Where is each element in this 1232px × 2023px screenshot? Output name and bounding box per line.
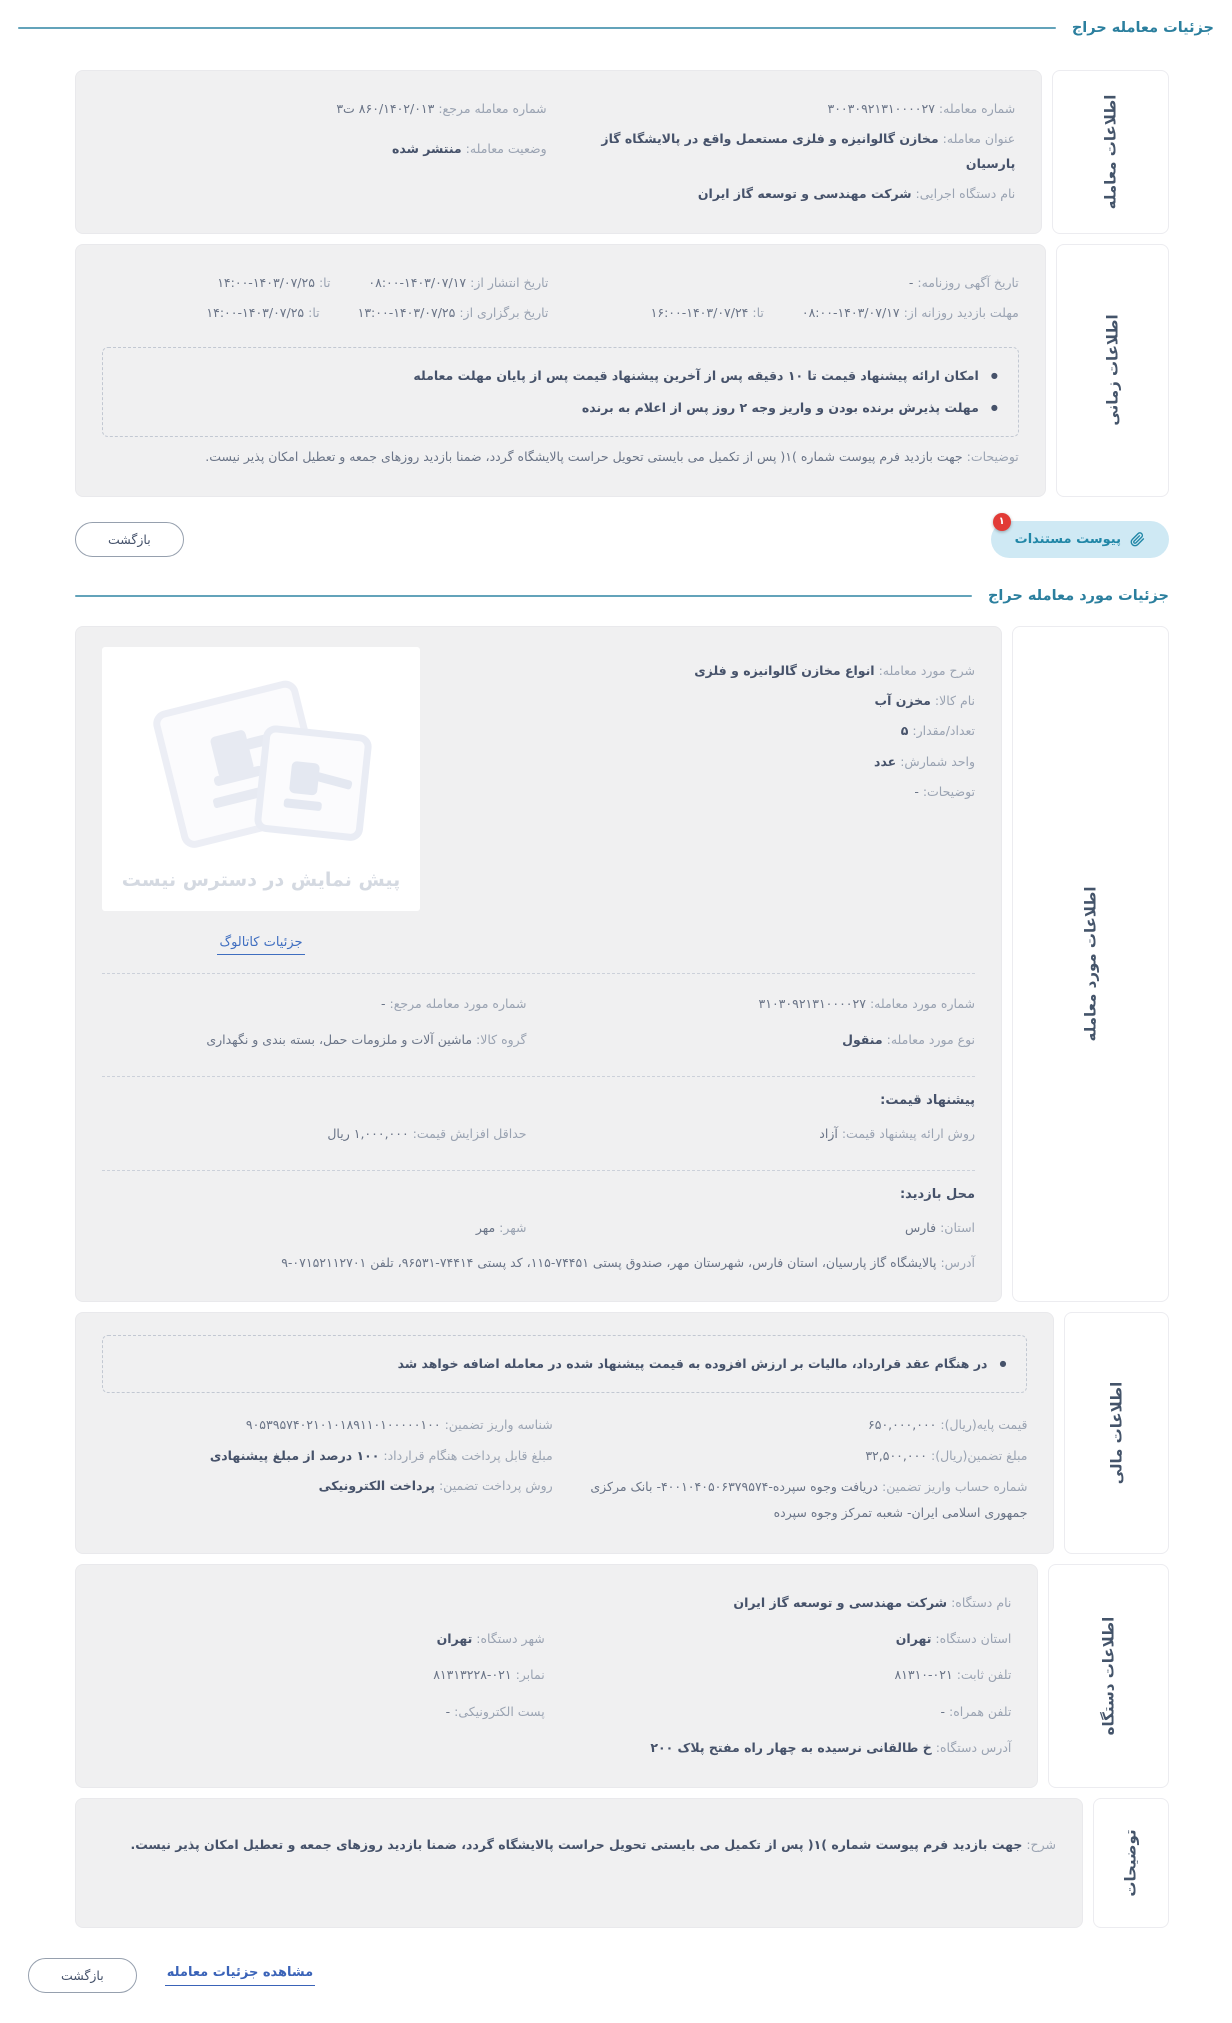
field-bid-method [551, 1122, 976, 1146]
field-label: نمابر: [515, 1667, 545, 1683]
field-value: پرداخت الکترونیکی [318, 1478, 435, 1494]
field-item-notes [454, 780, 975, 804]
main-content [75, 70, 1169, 1928]
field-item-unit [454, 750, 975, 774]
field-label: شهر دستگاه: [476, 1631, 545, 1646]
dashed-separator [102, 973, 975, 974]
field-city [102, 1216, 527, 1240]
dashed-separator [102, 1076, 975, 1077]
field-deal-agency [571, 182, 1016, 206]
field-value: پالایشگاه گاز پارسیان، استان فارس، شهرستان مهر، صندوق پستی ۷۴۴۵۱-۱۱۵، کد پستی ۷۴۴۱۴-۹۶۵۳۱، تلفن ۰۷۱۵۲۱۱۲۷۰۱-۹ [281, 1254, 937, 1270]
field-label: عنوان معامله: [942, 131, 1016, 147]
deal-info-side-label-text: اطلاعات معامله [1101, 94, 1120, 210]
field-device-address [102, 1736, 1011, 1760]
field-label: شماره حساب واریز تضمین: [882, 1479, 1028, 1495]
field-label: مبلغ تضمین(ریال): [931, 1447, 1028, 1463]
field-label: تلفن همراه: [948, 1703, 1012, 1719]
field-device-fax [102, 1663, 545, 1687]
field-value: - [940, 1703, 945, 1719]
field-value: ۰۲۱-۸۱۳۱۳۲۲۸ [433, 1667, 512, 1683]
field-deal-status [102, 137, 547, 161]
field-value: منتشر شده [391, 141, 462, 157]
attachments-button-label: پیوست مستندات [1014, 531, 1121, 547]
timing-right-col [572, 265, 1018, 332]
field-newspaper-date [572, 271, 1018, 295]
financial-rule-box [102, 1335, 1027, 1394]
items-title: جزئیات مورد معامله حراج [987, 587, 1169, 604]
paperclip-icon [1130, 532, 1145, 547]
financial-info-side-label [1064, 1312, 1169, 1554]
financial-info-box [75, 1312, 1054, 1554]
financial-rule [123, 1353, 1006, 1376]
field-label: تعداد/مقدار: [912, 723, 976, 739]
items-title-rule [75, 595, 972, 597]
device-info-side-label [1048, 1564, 1169, 1788]
section-financial-info [75, 1312, 1169, 1554]
device-info-side-label-text: اطلاعات دستگاه [1099, 1616, 1118, 1735]
field-value: ۳۰۰۳۰۹۲۱۳۱۰۰۰۰۲۷ [827, 101, 935, 116]
field-value: تهران [895, 1631, 932, 1646]
bid-section-heading: پیشنهاد قیمت: [880, 1093, 976, 1109]
field-label: مبلغ قابل پرداخت هنگام قرارداد: [383, 1447, 553, 1463]
field-deposit-account [577, 1474, 1028, 1527]
timing-rule-2 [123, 397, 998, 420]
field-label: تا: [318, 274, 331, 290]
field-value: ۰۲۱-۸۱۳۱۰ [894, 1667, 953, 1683]
field-visit-address [102, 1251, 975, 1275]
field-label: شناسه واریز تضمین: [444, 1417, 553, 1433]
field-item-type [551, 1028, 976, 1052]
actions-row [75, 515, 1169, 558]
field-value: ۱۴۰۳/۰۷/۲۵-۱۴:۰۰ [217, 274, 315, 290]
deal-info-right-col [571, 91, 1016, 213]
field-value: مخازن گالوانیزه و فلزی مستعمل واقع در پالایشگاه گاز پارسیان [601, 131, 1016, 171]
page-title: جزئیات معامله حراج [1071, 20, 1214, 36]
field-device-province [569, 1627, 1012, 1651]
field-value: - [914, 784, 919, 800]
section-timing-info [75, 244, 1169, 497]
field-device-phone [569, 1663, 1012, 1687]
notes-side-label [1093, 1798, 1169, 1928]
field-value: ۱۴۰۳/۰۷/۲۵-۱۴:۰۰ [206, 304, 305, 320]
field-item-number [551, 992, 976, 1016]
field-device-name [102, 1591, 1011, 1615]
item-top-area [102, 647, 975, 955]
field-label: نام کالا: [934, 693, 976, 708]
section-notes [75, 1798, 1169, 1928]
field-label: تا: [752, 304, 764, 320]
field-payable-amount [102, 1444, 553, 1468]
field-value: منقول [842, 1032, 883, 1047]
field-value: دریافت وجوه سپرده-۴۰۰۱۰۴۰۵۰۶۳۷۹۵۷۴- بانک مرکزی جمهوری اسلامی ایران- شعبه تمرکز وجوه سپرده [590, 1479, 1028, 1521]
field-value: شرکت مهندسی و توسعه گاز ایران [697, 186, 912, 202]
field-province [551, 1216, 976, 1240]
field-value: ۱,۰۰۰,۰۰۰ ریال [327, 1126, 409, 1142]
field-value: ۱۴۰۳/۰۷/۲۵-۱۳:۰۰ [357, 304, 456, 320]
field-label: توضیحات: [966, 449, 1019, 465]
field-value: - [908, 274, 914, 290]
field-value: ۹۰۵۳۹۵۷۴۰۲۱۰۱۰۱۸۹۱۱۰۱۰۰۰۰۰۱۰۰ [245, 1417, 441, 1433]
field-timing-note [102, 445, 1019, 469]
field-label: شماره مورد معامله: [869, 995, 976, 1011]
field-label: پست الکترونیکی: [454, 1703, 545, 1719]
item-info-box [75, 626, 1002, 1302]
financial-right-col [577, 1407, 1028, 1532]
field-item-qty [454, 719, 975, 743]
bullet-icon: ● [999, 1358, 1007, 1368]
bullet-icon: ● [990, 402, 998, 412]
field-label: قیمت پایه(ریال): [940, 1417, 1028, 1433]
field-item-desc [454, 659, 975, 683]
field-label: شماره معامله: [938, 101, 1016, 116]
catalog-details-link[interactable]: جزئیات کاتالوگ [217, 935, 304, 955]
field-base-price [577, 1413, 1028, 1437]
deal-info-side-label [1052, 70, 1169, 234]
field-label: واحد شمارش: [900, 753, 976, 769]
field-deal-number [571, 97, 1016, 121]
field-label: نام دستگاه اجرایی: [915, 186, 1016, 202]
field-value: مهر [475, 1220, 496, 1236]
field-label: استان دستگاه: [935, 1631, 1012, 1646]
title-rule [18, 27, 1056, 29]
field-value: انواع مخازن گالوانیزه و فلزی [694, 662, 875, 678]
field-visit-window [572, 301, 1018, 325]
item-info-side-label [1012, 626, 1169, 1302]
field-value: مخزن آب [874, 693, 931, 708]
field-deposit-id [102, 1413, 553, 1437]
field-value: آزاد [819, 1126, 838, 1142]
field-label: تاریخ برگزاری از: [459, 304, 549, 320]
field-label: نام دستگاه: [951, 1594, 1012, 1610]
field-label: نوع مورد معامله: [886, 1032, 976, 1047]
field-value: جهت بازدید فرم پیوست شماره )۱( پس از تکمیل می بایستی تحویل حراست پالایشگاه گردد، ضمنا بازدید روزهای جمعه و تعطیل امکان پذیر نیست. [205, 449, 963, 465]
field-label: روش ارائه پیشنهاد قیمت: [841, 1126, 976, 1142]
items-header [75, 588, 1169, 604]
item-media [102, 647, 420, 955]
field-value: ۱۴۰۳/۰۷/۱۷-۰۸:۰۰ [368, 274, 467, 290]
field-label: وضعیت معامله: [465, 141, 547, 157]
field-device-city [102, 1627, 545, 1651]
field-label: شماره مورد معامله مرجع: [389, 995, 527, 1011]
preview-unavailable-watermark: پیش نمایش در دسترس نیست [121, 868, 401, 891]
item-preview-placeholder [102, 647, 420, 911]
field-label: تاریخ انتشار از: [470, 274, 549, 290]
field-value: خ طالقانی نرسیده به چهار راه مفتح پلاک ۲۰۰ [650, 1740, 932, 1756]
financial-info-side-label-text: اطلاعات مالی [1107, 1381, 1126, 1485]
field-label: روش پرداخت تضمین: [438, 1478, 553, 1494]
field-item-group [102, 1028, 527, 1052]
field-label: آدرس دستگاه: [935, 1740, 1012, 1756]
field-value: شرکت مهندسی و توسعه گاز ایران [733, 1594, 948, 1610]
timing-rules-box [102, 347, 1019, 437]
field-value: ۶۵۰,۰۰۰,۰۰۰ [868, 1417, 937, 1433]
timing-info-side-label-text: اطلاعات زمانی [1103, 314, 1122, 426]
device-info-box [75, 1564, 1038, 1788]
field-value: ۱۰۰ درصد از مبلغ پیشنهادی [209, 1447, 380, 1463]
field-value: جهت بازدید فرم پیوست شماره )۱( پس از تکمیل می بایستی تحویل حراست پالایشگاه گردد، ضمنا بازدید روزهای جمعه و تعطیل امکان پذیر نیست. [130, 1836, 1023, 1852]
field-min-increase [102, 1122, 527, 1146]
field-pay-method [102, 1474, 553, 1498]
back-button-bottom[interactable]: بازگشت [28, 1958, 137, 1993]
footer-actions [28, 1958, 1204, 1993]
field-label: گروه کالا: [476, 1032, 527, 1047]
field-value: - [380, 995, 386, 1011]
field-label: مهلت بازدید روزانه از: [903, 304, 1019, 320]
field-item-name [454, 689, 975, 713]
rule-text: مهلت پذیرش برنده بودن و واریز وجه ۲ روز پس از اعلام به برنده [581, 399, 979, 415]
field-item-ref [102, 992, 527, 1016]
section-deal-info [75, 70, 1169, 234]
rule-text: امکان ارائه پیشنهاد قیمت تا ۱۰ دقیقه پس از آخرین پیشنهاد قیمت پس از پایان مهلت معامله [413, 368, 979, 384]
attachments-count-badge: ۱ [993, 513, 1011, 531]
field-value: ۳۲,۵۰۰,۰۰۰ [865, 1447, 928, 1463]
field-value: ماشین آلات و ملزومات حمل، بسته بندی و نگهداری [206, 1032, 473, 1047]
field-value: ۱۴۰۳/۰۷/۲۴-۱۶:۰۰ [650, 304, 749, 320]
field-deal-title [571, 127, 1016, 176]
field-label: تاریخ آگهی روزنامه: [917, 274, 1019, 290]
field-device-email [102, 1700, 545, 1724]
field-publish-window [102, 271, 548, 295]
timing-left-col [102, 265, 548, 332]
notes-side-label-text: توضیحات [1122, 1829, 1141, 1897]
field-label: شرح مورد معامله: [878, 662, 976, 678]
field-held-window [102, 301, 548, 325]
field-label: شهر: [499, 1220, 527, 1236]
view-deal-details-link[interactable]: مشاهده جزئیات معامله [165, 1965, 316, 1986]
field-value: ۸۶۰/۱۴۰۲/۰۱۳ ت۳ [336, 101, 435, 116]
item-fields [454, 647, 975, 955]
rule-text: در هنگام عقد قرارداد، مالیات بر ارزش افزوده به قیمت پیشنهاد شده در معامله اضافه خواهد شد [397, 1355, 988, 1371]
section-item-info [75, 626, 1169, 1302]
field-value: ۵ [900, 723, 909, 739]
back-button-top[interactable]: بازگشت [75, 522, 184, 557]
field-label: تا: [308, 304, 320, 320]
field-device-mobile [569, 1700, 1012, 1724]
item-info-side-label-text: اطلاعات مورد معامله [1081, 886, 1100, 1042]
field-value: تهران [436, 1631, 473, 1646]
field-label: استان: [940, 1220, 976, 1236]
timing-rule-1 [123, 365, 998, 388]
timing-info-box [75, 244, 1046, 497]
field-deal-ref [102, 97, 547, 121]
attachments-button[interactable] [991, 515, 1169, 558]
field-label: توضیحات: [922, 784, 976, 800]
dashed-separator [102, 1170, 975, 1171]
section-device-info [75, 1564, 1169, 1788]
field-label: شماره معامله مرجع: [438, 101, 547, 116]
field-guarantee-amount [577, 1444, 1028, 1468]
notes-box [75, 1798, 1083, 1928]
auction-gavel-placeholder-icon [141, 675, 381, 860]
bullet-icon: ● [990, 371, 998, 381]
field-label: تلفن ثابت: [956, 1667, 1012, 1683]
deal-info-left-col [102, 91, 547, 213]
field-value: - [445, 1703, 451, 1719]
field-label: شرح: [1026, 1836, 1056, 1852]
field-value: ۳۱۰۳۰۹۲۱۳۱۰۰۰۰۲۷ [758, 995, 866, 1011]
page-header [18, 20, 1214, 36]
field-value: فارس [905, 1220, 937, 1236]
field-label: حداقل افزایش قیمت: [412, 1126, 527, 1142]
field-value: عدد [874, 753, 897, 769]
field-value: ۱۴۰۳/۰۷/۱۷-۰۸:۰۰ [801, 304, 900, 320]
field-label: آدرس: [940, 1254, 976, 1270]
visit-location-heading: محل بازدید: [899, 1187, 976, 1203]
timing-info-side-label [1056, 244, 1169, 497]
field-notes-desc [102, 1833, 1056, 1857]
financial-left-col [102, 1407, 553, 1532]
deal-info-box [75, 70, 1042, 234]
